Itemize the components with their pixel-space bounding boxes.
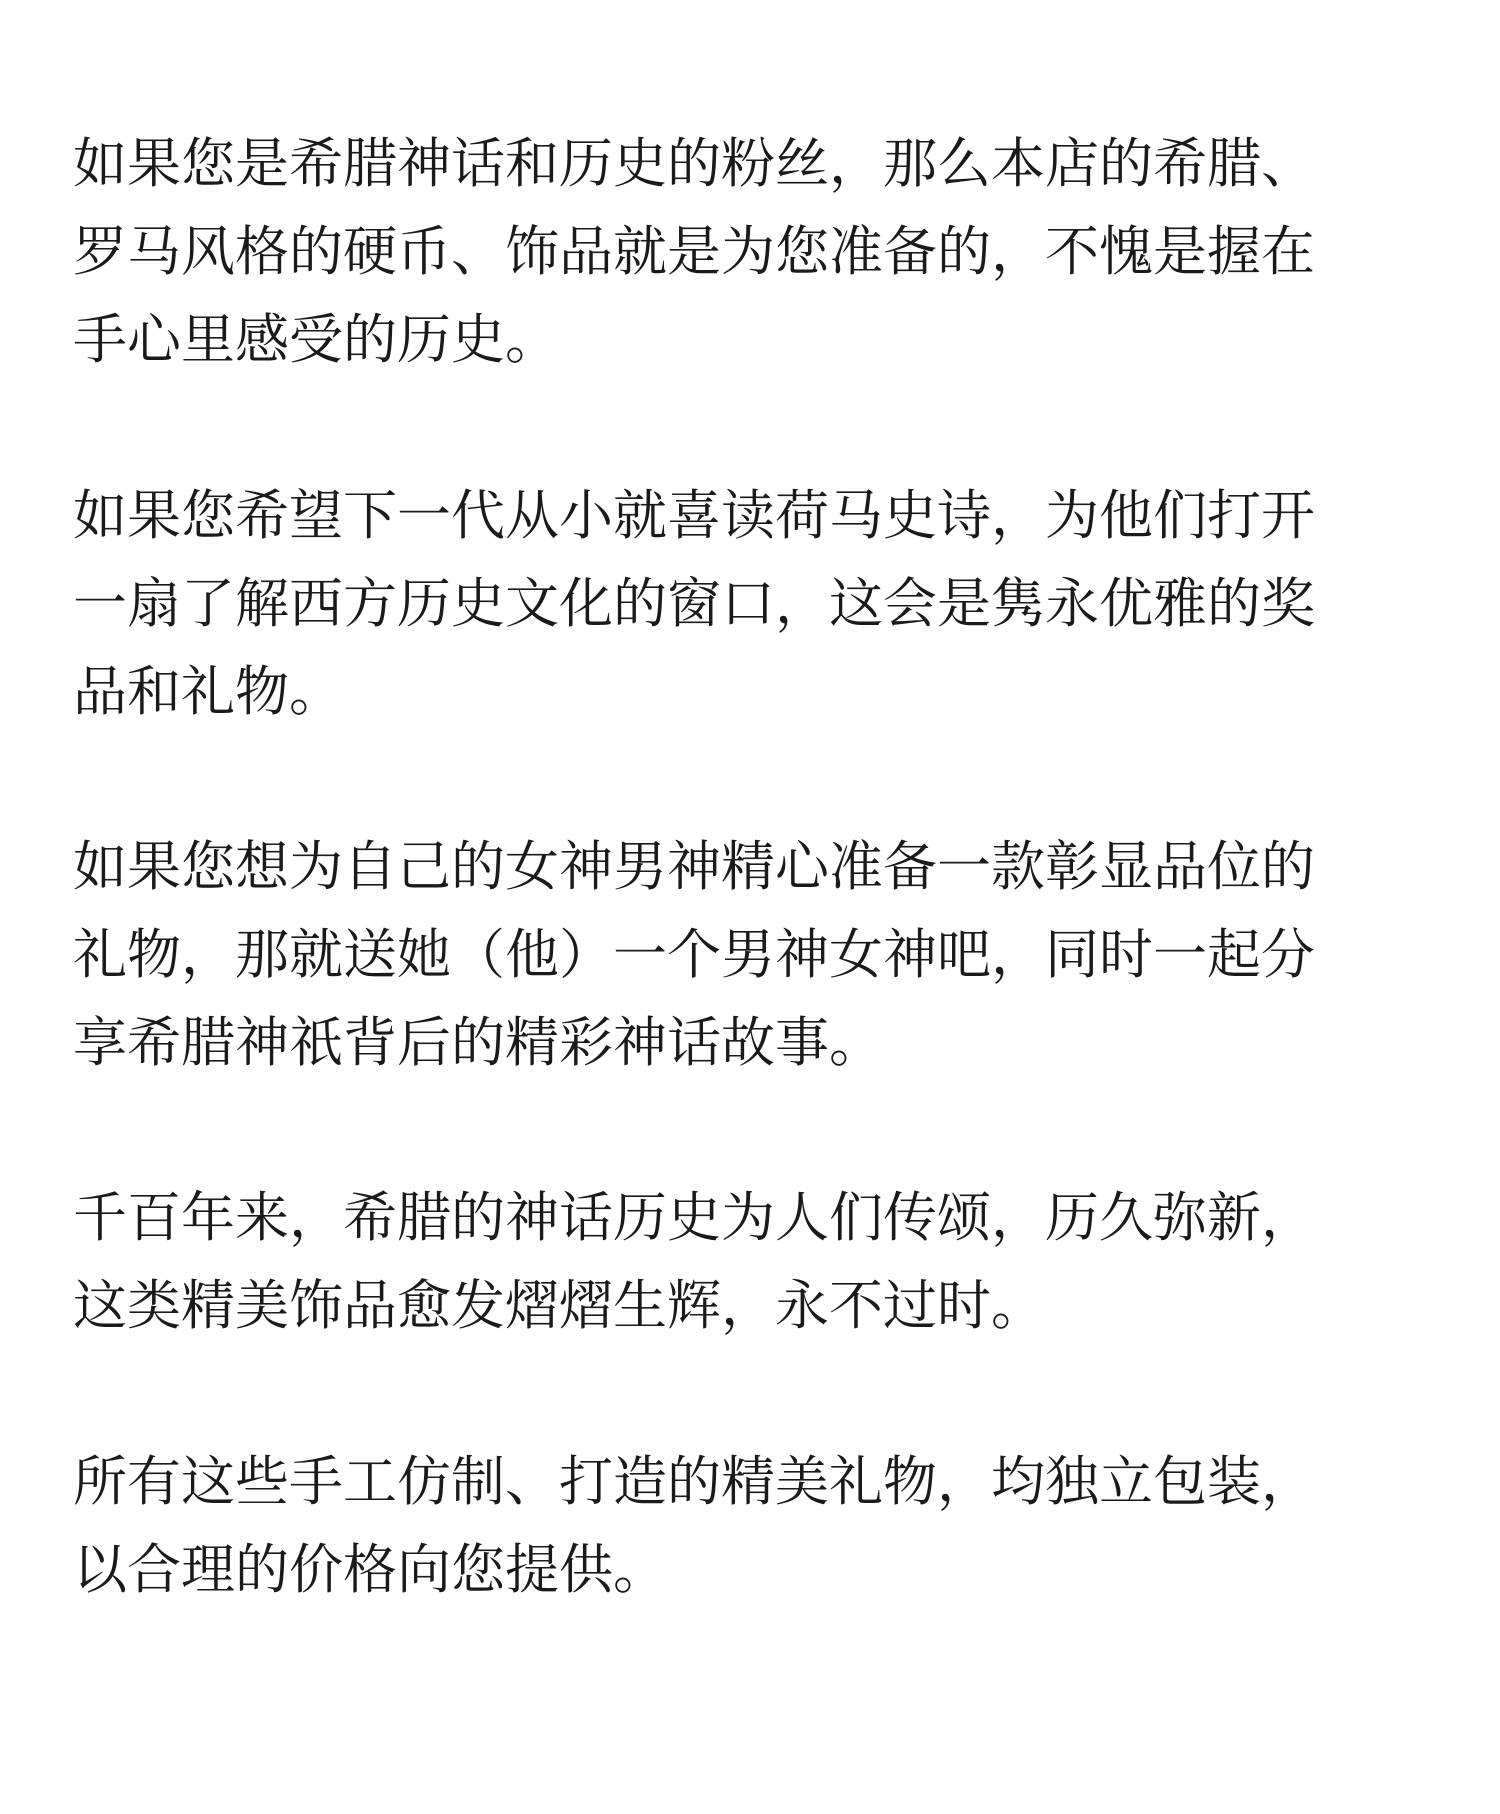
paragraph-line: 品和礼物。 xyxy=(73,660,343,723)
paragraph-line: 享希腊神祇背后的精彩神话故事。 xyxy=(73,1011,883,1074)
paragraph-line: 手心里感受的历史。 xyxy=(73,308,559,371)
paragraph-packaging-price xyxy=(73,1438,1433,1614)
paragraph-line: 如果您是希腊神话和历史的粉丝，那么本店的希腊、 xyxy=(73,132,1315,195)
paragraph-line: 礼物，那就送她（他）一个男神女神吧，同时一起分 xyxy=(73,923,1315,986)
paragraph-next-generation xyxy=(73,472,1433,736)
paragraph-line: 以合理的价格向您提供。 xyxy=(73,1538,667,1601)
paragraph-gift-for-loved-ones xyxy=(73,823,1433,1087)
paragraph-line: 一扇了解西方历史文化的窗口，这会是隽永优雅的奖 xyxy=(73,572,1315,635)
paragraph-line: 所有这些手工仿制、打造的精美礼物，均独立包装， xyxy=(73,1450,1315,1513)
paragraph-greek-history-fans xyxy=(73,120,1433,384)
paragraph-line: 千百年来，希腊的神话历史为人们传颂，历久弥新， xyxy=(73,1186,1315,1249)
paragraph-line: 罗马风格的硬币、饰品就是为您准备的，不愧是握在 xyxy=(73,220,1315,283)
paragraph-line: 如果您想为自己的女神男神精心准备一款彰显品位的 xyxy=(73,835,1315,898)
paragraph-line: 这类精美饰品愈发熠熠生辉，永不过时。 xyxy=(73,1274,1045,1337)
paragraph-line: 如果您希望下一代从小就喜读荷马史诗，为他们打开 xyxy=(73,484,1315,547)
paragraph-timeless xyxy=(73,1174,1433,1350)
